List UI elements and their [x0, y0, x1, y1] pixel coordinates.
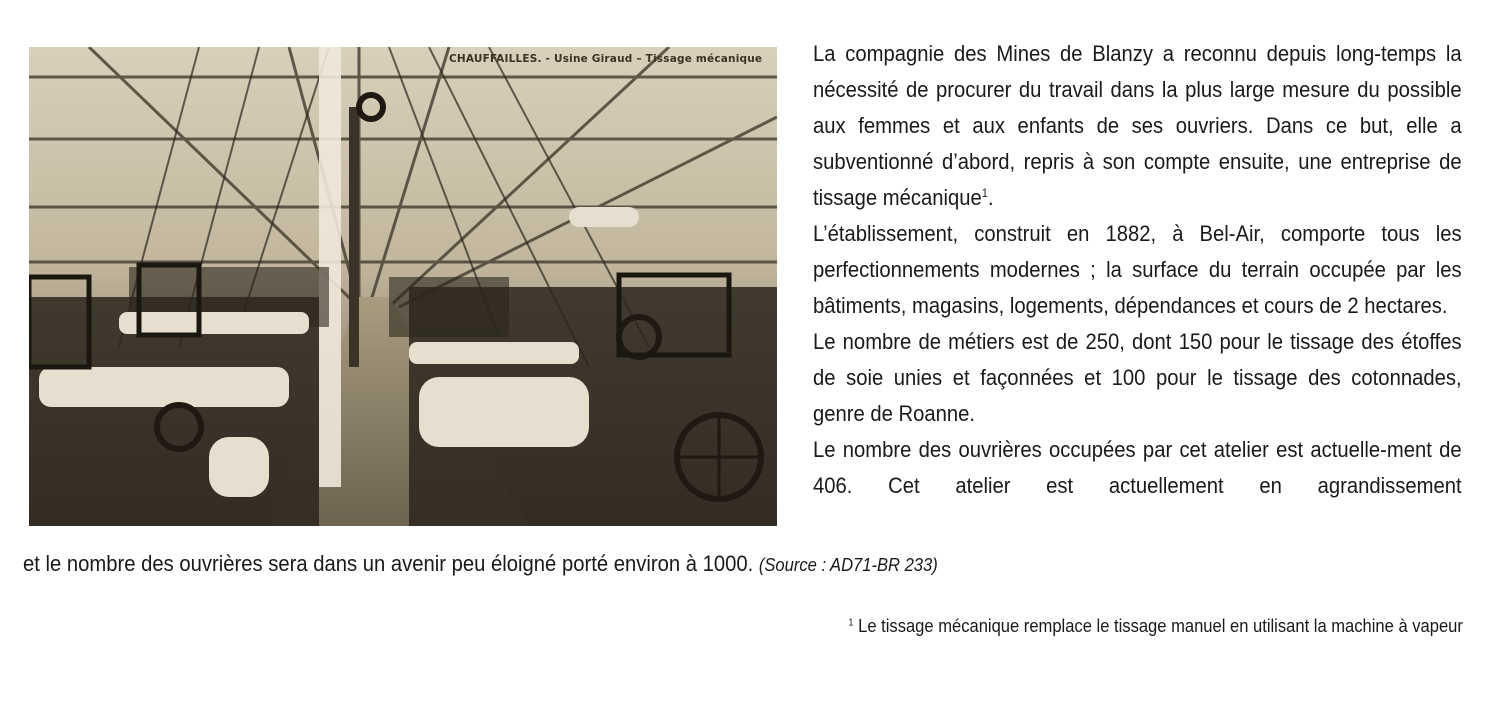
loom-hall-illustration: [29, 47, 777, 526]
footnote-text: Le tissage mécanique remplace le tissage manuel en utilisant la machine à vapeur: [858, 616, 1463, 636]
paragraph-4: Le nombre des ouvrières occupées par cet atelier est actuelle-ment de 406. Cet atelier est actuellement en agrandissement: [813, 437, 1462, 498]
paragraph-1-text: La compagnie des Mines de Blanzy a reconnu depuis long-temps la nécessité de procurer du travail dans la plus large mesure du possible aux femmes et aux enfants de ses ouvriers. Dans ce but, elle a subventionné d’abord, repris à son compte ensuite, une entreprise de tissage mécanique: [813, 41, 1462, 210]
continuation-text: et le nombre des ouvrières sera dans un avenir peu éloigné porté environ à 1000.: [23, 551, 754, 576]
paragraph-1: [813, 36, 1462, 216]
source-citation: (Source : AD71-BR 233): [758, 555, 938, 575]
footnote-number: 1: [848, 617, 854, 629]
paragraph-4-continuation: [23, 546, 938, 583]
paragraph-3: Le nombre de métiers est de 250, dont 150 pour le tissage des étoffes de soie unies et façonnées et 100 pour le tissage des cotonnades, genre de Roanne.: [813, 329, 1462, 426]
paragraph-2: L’établissement, construit en 1882, à Bel-Air, comporte tous les perfectionnements modernes ; la surface du terrain occupée par les bâtiments, magasins, logements, dépendances et cours de 2 hectares.: [813, 221, 1462, 318]
article-text: [813, 36, 1462, 504]
footnote: [849, 612, 1463, 640]
photo-caption: CHAUFFAILLES. - Usine Giraud – Tissage mécanique: [449, 53, 763, 65]
factory-photo: [29, 47, 777, 526]
footnote-ref: 1: [981, 186, 988, 201]
paragraph-1-end: .: [987, 185, 994, 210]
